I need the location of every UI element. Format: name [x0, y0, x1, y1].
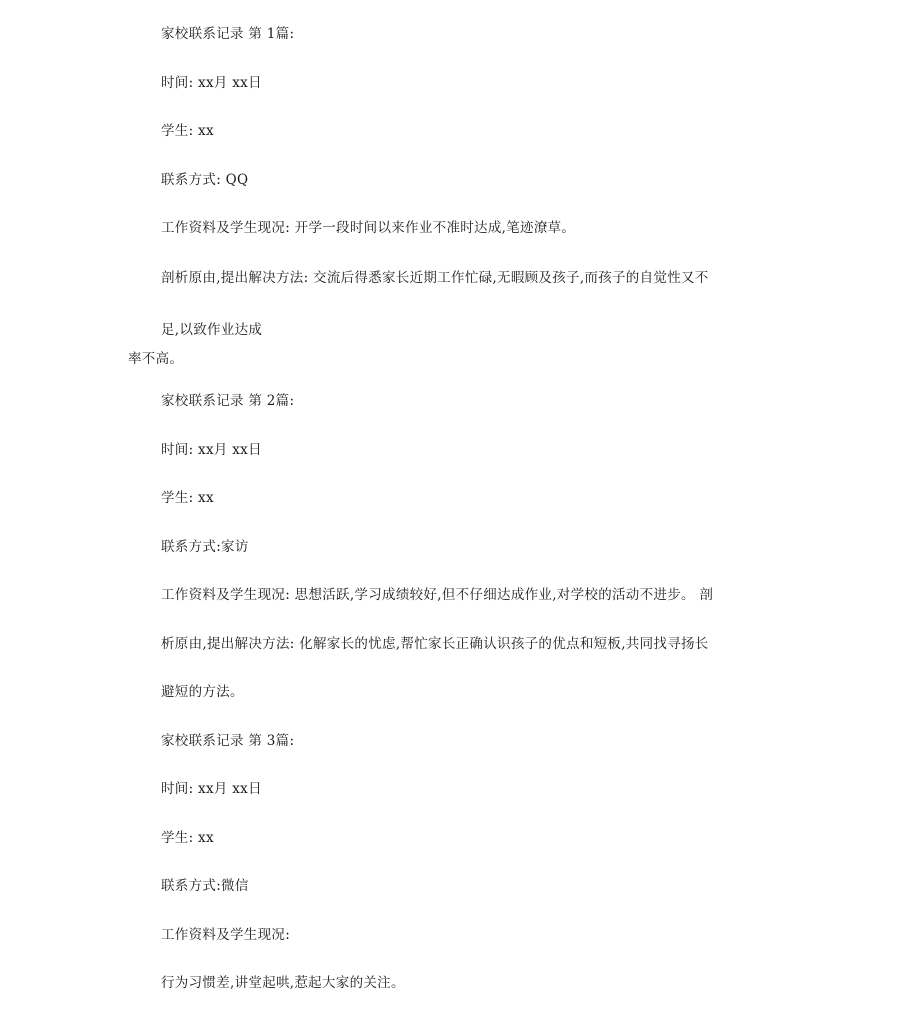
record-1-time: 时间: xx月 xx日 [161, 75, 262, 91]
record-2-situation-line-2: 析原由,提出解决方法: 化解家长的忧虑,帮忙家长正确认识孩子的优点和短板,共同找寻扬长 [161, 636, 709, 652]
record-3-time: 时间: xx月 xx日 [161, 781, 262, 797]
record-2-situation-line-1: 工作资料及学生现况: 思想活跃,学习成绩较好,但不仔细达成作业,对学校的活动不进步。 剖 [161, 587, 714, 603]
record-2-contact: 联系方式:家访 [161, 539, 249, 555]
record-1-analysis-line-3: 率不高。 [128, 351, 184, 367]
record-3-student: 学生: xx [161, 830, 214, 846]
record-1-situation: 工作资料及学生现况: 开学一段时间以来作业不准时达成,笔迹潦草。 [161, 220, 576, 236]
record-1-student: 学生: xx [161, 123, 214, 139]
record-2-time: 时间: xx月 xx日 [161, 442, 262, 458]
record-3-detail: 行为习惯差,讲堂起哄,惹起大家的关注。 [161, 975, 405, 991]
record-3-heading: 家校联系记录 第 3篇: [161, 733, 295, 749]
record-1-heading: 家校联系记录 第 1篇: [161, 26, 295, 42]
record-3-contact: 联系方式:微信 [161, 878, 249, 894]
record-2-student: 学生: xx [161, 490, 214, 506]
record-2-heading: 家校联系记录 第 2篇: [161, 393, 295, 409]
record-1-analysis-line-1: 剖析原由,提出解决方法: 交流后得悉家长近期工作忙碌,无暇顾及孩子,而孩子的自觉性又不 [161, 270, 709, 286]
record-3-situation: 工作资料及学生现况: [161, 927, 291, 943]
record-1-contact: 联系方式: QQ [161, 172, 249, 188]
record-2-situation-line-3: 避短的方法。 [161, 684, 244, 700]
record-1-analysis-line-2: 足,以致作业达成 [161, 322, 263, 338]
